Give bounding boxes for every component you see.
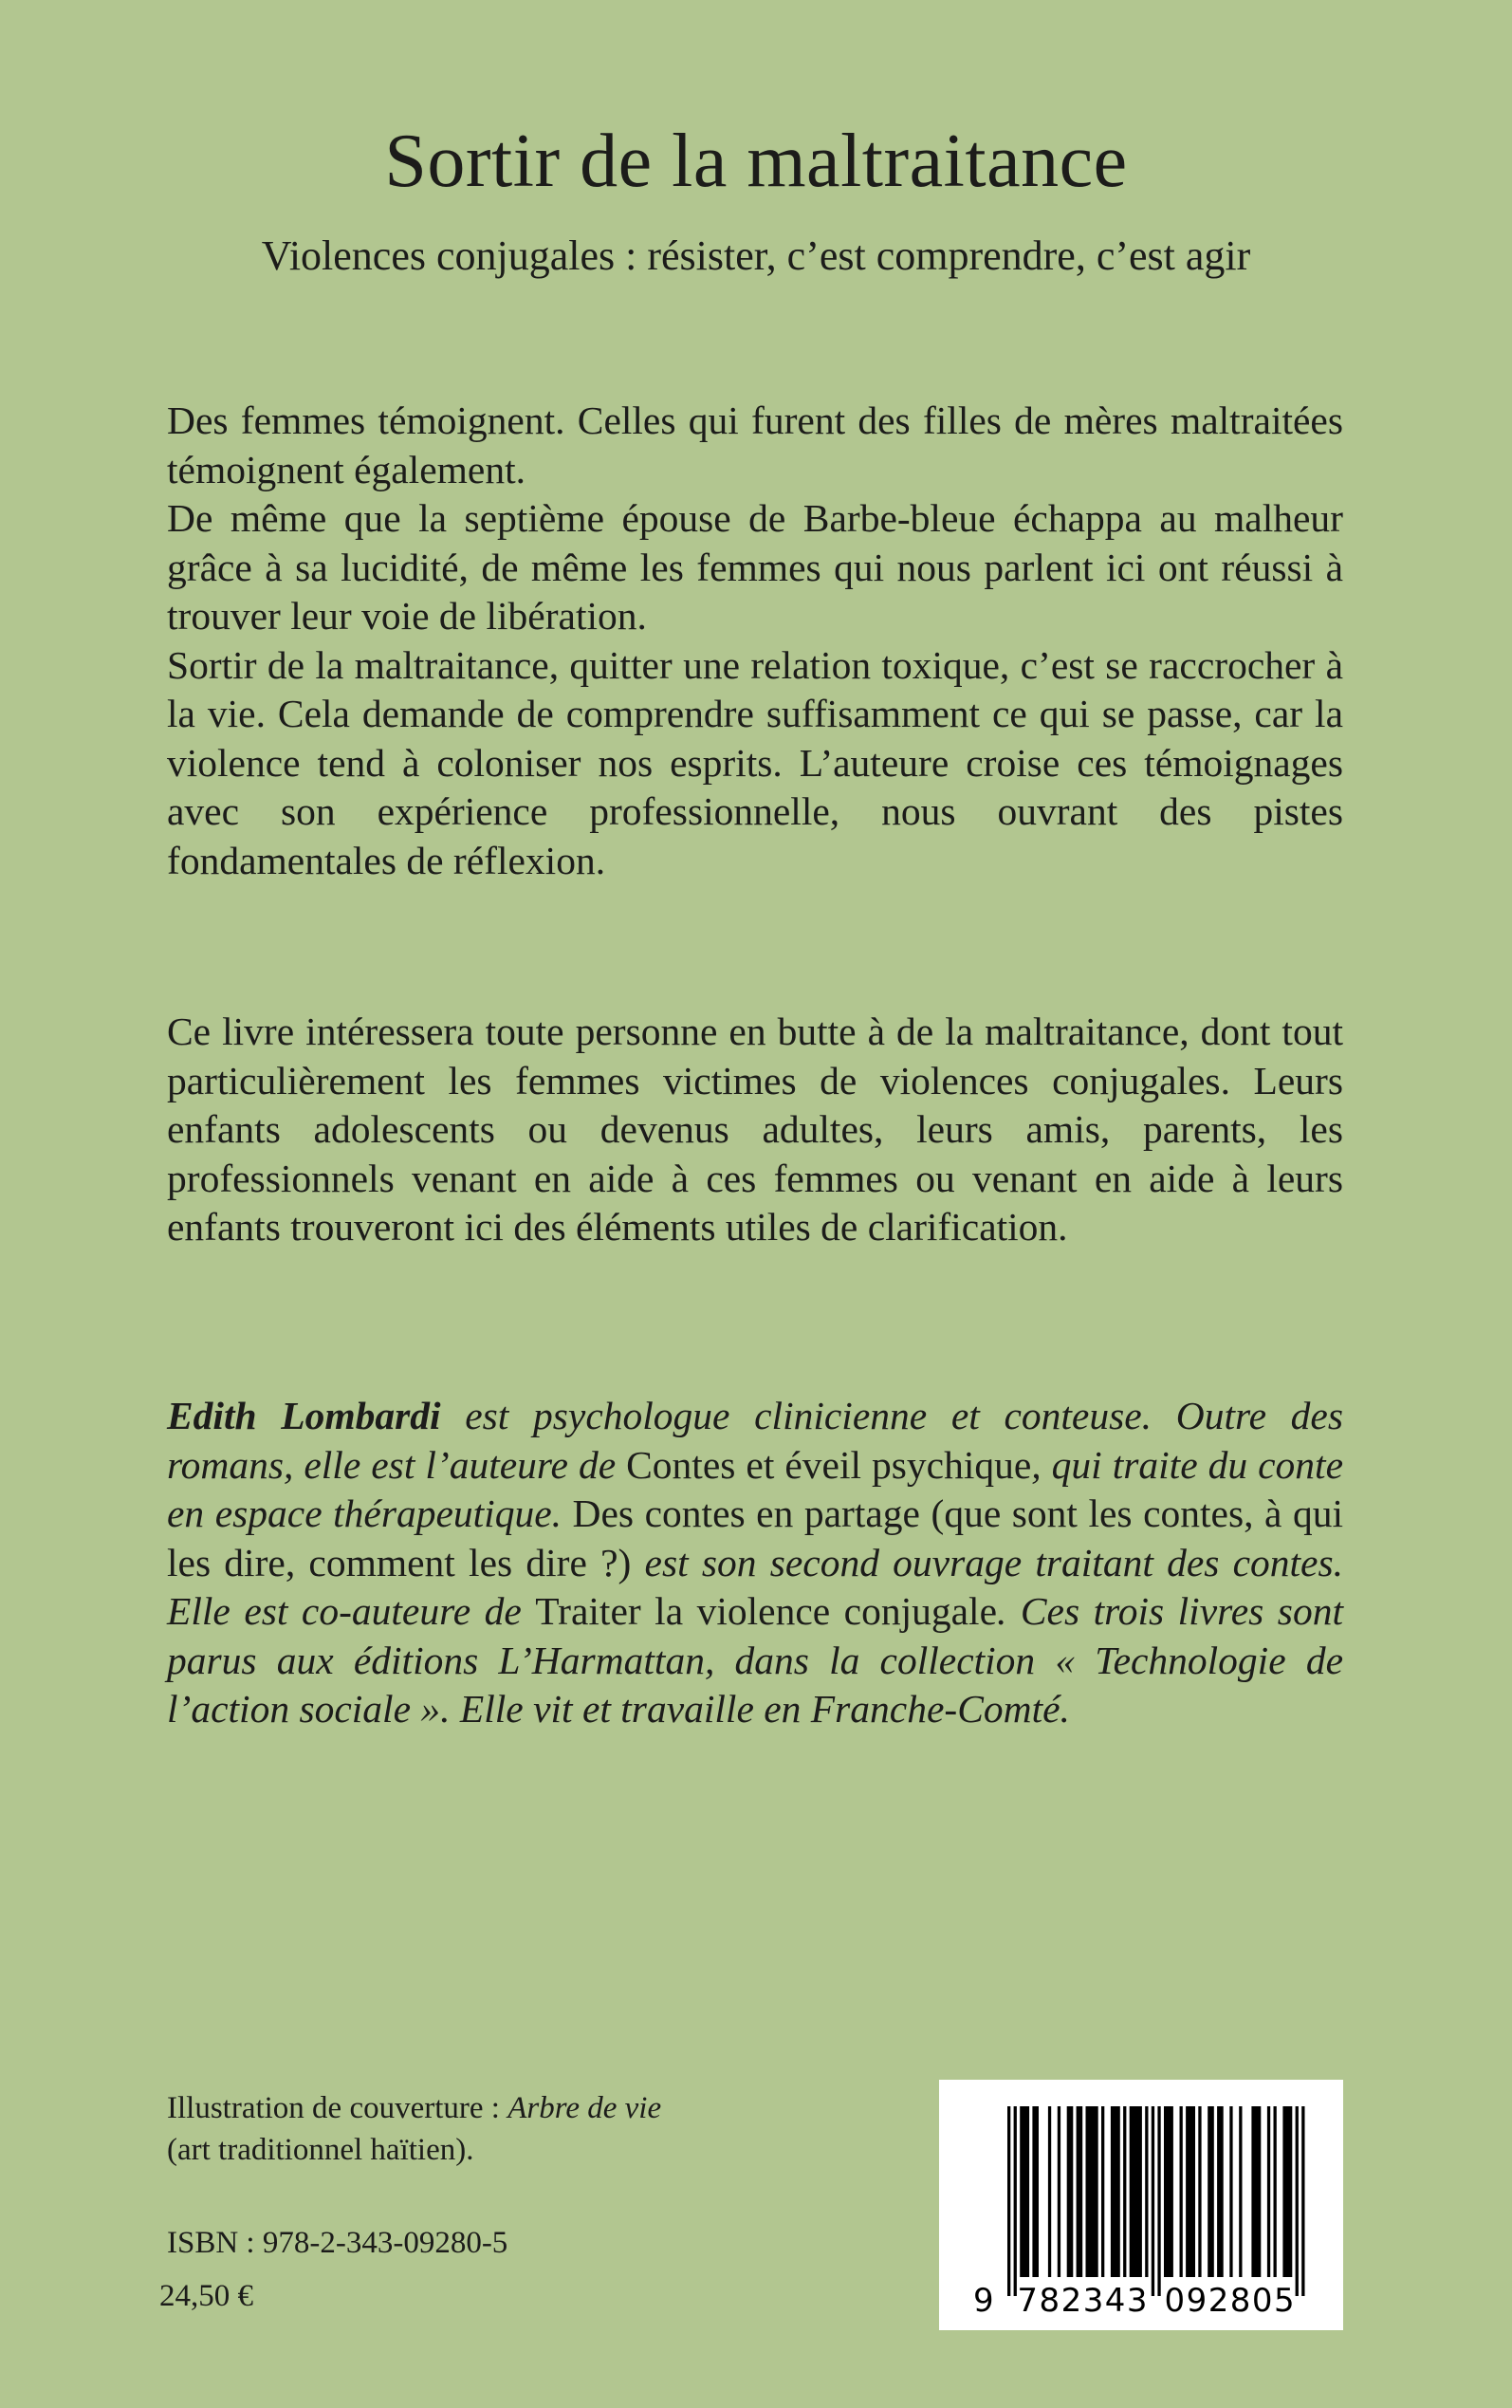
barcode-digit: 9 [1186,2282,1208,2320]
barcode-guard-bar [1152,2106,1154,2296]
barcode-bar [1164,2106,1173,2277]
barcode-bar [1267,2106,1270,2277]
barcode-digit: 3 [1126,2282,1148,2320]
illustration-credit [167,2087,850,2171]
barcode-bar [1239,2106,1242,2277]
book-title: Sortir de la maltraitance [384,120,1128,203]
barcode-digit: 2 [1208,2282,1229,2320]
blurb-block-1 [167,397,1343,885]
barcode-digit: 4 [1104,2282,1126,2320]
bio-book-1: Contes et éveil psychique [626,1442,1032,1487]
bio-text-1: est psychologue clinicienne et conteuse. Outre des romans, elle est l’auteure de [167,1394,1343,1487]
barcode-bar [1186,2106,1195,2277]
illustration-label: Illustration de couverture : [167,2091,508,2125]
barcode-bar [1282,2106,1292,2277]
price: 24,50 € [159,2279,253,2313]
barcode-graphic [939,2080,1343,2330]
book-subtitle: Violences conjugales : résister, c’est comprendre, c’est agir [261,232,1251,279]
author-bio-text [167,1392,1343,1734]
barcode-bar [1130,2106,1142,2277]
barcode-digit: 3 [1082,2282,1104,2320]
barcode-bar [1217,2106,1224,2277]
illustration-note: (art traditionnel haïtien). [167,2133,474,2167]
author-name: Edith Lombardi [167,1394,441,1437]
barcode-digit: 5 [1274,2282,1295,2320]
barcode-guard-bar [1301,2106,1304,2296]
barcode-bar [1180,2106,1183,2277]
barcode-bar [1229,2106,1232,2277]
blurb-paragraph: Sortir de la maltraitance, quitter une relation toxique, c’est se raccrocher à la vie. Cela demande de comprendre suffisamment ce qui se passe, car la violence tend à coloniser nos esprits. L’auteure croise ces témoignages avec son expérience professionnelle, nous ouvrant des pistes fondamentales de réflexion. [167,642,1343,882]
barcode [939,2080,1343,2330]
barcode-guard-bar [1007,2106,1010,2296]
barcode-bar [1086,2106,1098,2277]
bio-text-4: . Ces trois livres sont parus aux éditions L’Harmattan, dans la collection « Technologie de l’action sociale ». Elle vit et travaille en Franche-Comté. [167,1589,1343,1731]
barcode-digit: 9 [973,2282,994,2320]
barcode-bar [1208,2106,1214,2277]
barcode-bar [1251,2106,1261,2277]
barcode-bar [1077,2106,1083,2277]
blurb-block-2 [167,1008,1343,1252]
barcode-bar [1032,2106,1039,2277]
bio-book-3: Traiter la violence conjugale [535,1589,997,1633]
barcode-bar [1067,2106,1074,2277]
isbn: ISBN : 978-2-343-09280-5 [167,2226,508,2260]
bio-text-3: est son second ouvrage traitant des contes. Elle est co-auteure de [167,1540,1343,1633]
illustration-title: Arbre de vie [507,2091,662,2125]
blurb-paragraph: De même que la septième épouse de Barbe-bleue échappa au malheur grâce à sa lucidité, de même les femmes qui nous parlent ici ont réussi à trouver leur voie de libération. [167,496,1343,638]
barcode-digit: 8 [1229,2282,1251,2320]
barcode-bar [1111,2106,1120,2277]
barcode-bar [1020,2106,1029,2277]
barcode-guard-bar [1296,2106,1299,2296]
barcode-digit: 2 [1060,2282,1082,2320]
blurb-paragraph: Des femmes témoignent. Celles qui furent des filles de mères maltraitées témoignent également. [167,398,1343,491]
author-bio [167,1392,1343,1734]
barcode-bar [1058,2106,1060,2277]
blurb-paragraph: Ce livre intéressera toute personne en butte à de la maltraitance, dont tout particulièrement les femmes victimes de violences conjugales. Leurs enfants adolescents ou devenus adultes, leurs amis, parents, les professionnels venant en aide à ces femmes ou venant en aide à leurs enfants trouveront ici des éléments utiles de clarification. [167,1010,1343,1249]
barcode-digit: 0 [1164,2282,1186,2320]
barcode-digit: 7 [1017,2282,1039,2320]
barcode-bar [1198,2106,1201,2277]
barcode-bar [1145,2106,1148,2277]
barcode-guard-bar [1157,2106,1160,2296]
barcode-bar [1274,2106,1277,2277]
barcode-digit: 0 [1251,2282,1273,2320]
barcode-bar [1048,2106,1051,2277]
barcode-bar [1123,2106,1126,2277]
barcode-digit: 8 [1039,2282,1060,2320]
bio-book-2: Des contes en partage (que sont les contes, à qui les dire, comment les dire ?) [167,1491,1344,1584]
barcode-guard-bar [1014,2106,1017,2296]
bio-text-2: , qui traite du conte en espace thérapeutique. [167,1442,1343,1535]
barcode-bar [1101,2106,1104,2277]
